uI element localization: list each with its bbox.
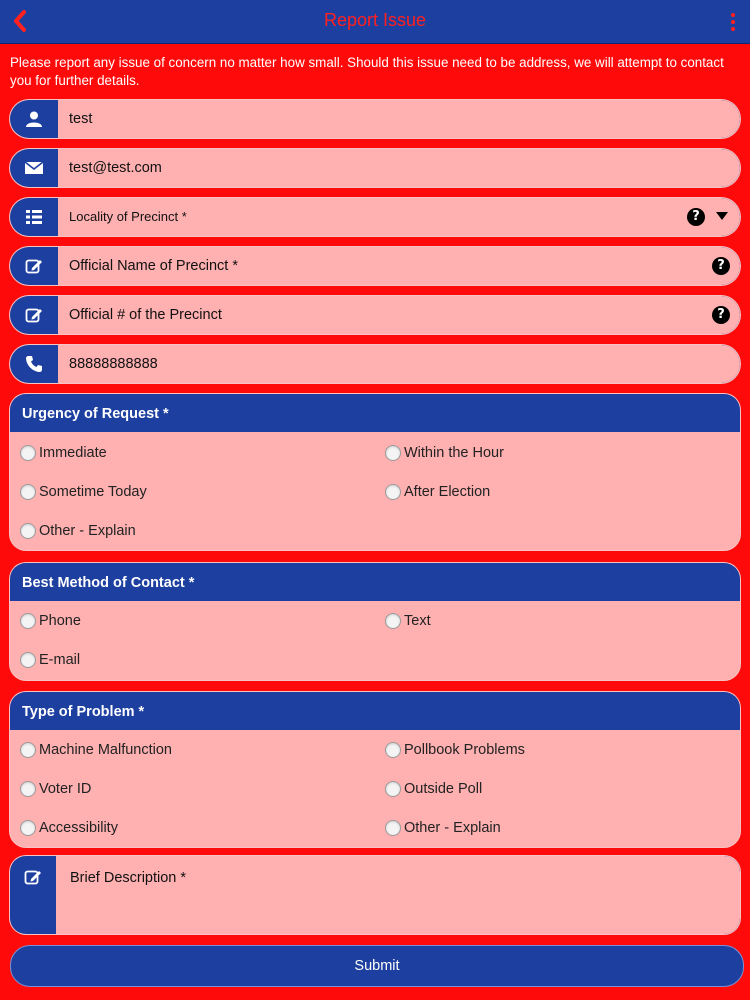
radio-button[interactable] (20, 820, 36, 836)
radio-button[interactable] (20, 445, 36, 461)
phone-field (10, 345, 740, 383)
email-input[interactable] (58, 149, 740, 187)
precinct-name-input[interactable] (58, 247, 740, 285)
urgency-option[interactable]: Within the Hour (385, 442, 504, 464)
problem-option[interactable]: Pollbook Problems (385, 739, 525, 761)
radio-button[interactable] (385, 820, 401, 836)
description-textarea[interactable] (56, 856, 740, 934)
help-icon[interactable]: ? (712, 257, 730, 275)
problem-panel (10, 692, 740, 847)
contact-panel (10, 563, 740, 680)
urgency-option[interactable]: Other - Explain (20, 520, 136, 542)
edit-icon (10, 296, 58, 334)
page-title: Report Issue (323, 10, 427, 30)
name-input[interactable] (58, 100, 740, 138)
phone-icon (10, 345, 58, 383)
urgency-panel (10, 394, 740, 550)
radio-button[interactable] (385, 445, 401, 461)
radio-button[interactable] (20, 781, 36, 797)
email-field (10, 149, 740, 187)
urgency-option[interactable]: Immediate (20, 442, 107, 464)
locality-field (10, 198, 740, 236)
help-icon[interactable]: ? (712, 306, 730, 324)
menu-button[interactable] (726, 8, 740, 36)
name-value: test (69, 111, 93, 127)
radio-button[interactable] (20, 523, 36, 539)
problem-option[interactable]: Outside Poll (385, 778, 482, 800)
radio-button[interactable] (385, 742, 401, 758)
user-icon (10, 100, 58, 138)
radio-button[interactable] (385, 613, 401, 629)
phone-input[interactable] (58, 345, 740, 383)
name-field (10, 100, 740, 138)
caret-down-icon[interactable] (716, 212, 728, 220)
list-icon (10, 198, 58, 236)
radio-button[interactable] (20, 484, 36, 500)
locality-placeholder: Locality of Precinct * (69, 209, 187, 224)
radio-button[interactable] (385, 484, 401, 500)
precinct-name-field (10, 247, 740, 285)
precinct-number-input[interactable] (58, 296, 740, 334)
contact-option[interactable]: Phone (20, 610, 81, 632)
problem-option[interactable]: Voter ID (20, 778, 91, 800)
problem-option[interactable]: Machine Malfunction (20, 739, 172, 761)
radio-button[interactable] (20, 652, 36, 668)
vertical-dots-icon (731, 13, 735, 17)
urgency-title: Urgency of Request * (10, 394, 740, 432)
precinct-number-field (10, 296, 740, 334)
urgency-option[interactable]: Sometime Today (20, 481, 147, 503)
envelope-icon (10, 149, 58, 187)
locality-select[interactable] (58, 198, 740, 236)
description-placeholder: Brief Description * (70, 870, 187, 886)
precinct-name-placeholder: Official Name of Precinct * (69, 258, 238, 274)
edit-icon (10, 866, 56, 888)
edit-icon (10, 247, 58, 285)
contact-option[interactable]: E-mail (20, 649, 80, 671)
urgency-option[interactable]: After Election (385, 481, 490, 503)
phone-value: 88888888888 (69, 356, 158, 372)
email-value: test@test.com (69, 160, 162, 176)
precinct-number-placeholder: Official # of the Precinct (69, 307, 222, 323)
problem-option[interactable]: Other - Explain (385, 817, 501, 839)
help-icon[interactable]: ? (687, 208, 705, 226)
problem-option[interactable]: Accessibility (20, 817, 118, 839)
radio-button[interactable] (385, 781, 401, 797)
radio-button[interactable] (20, 613, 36, 629)
contact-title: Best Method of Contact * (10, 563, 740, 601)
radio-button[interactable] (20, 742, 36, 758)
top-bar (0, 0, 750, 44)
contact-option[interactable]: Text (385, 610, 431, 632)
description-field (10, 856, 740, 934)
intro-text: Please report any issue of concern no matter how small. Should this issue need to be address, we will attempt to contact you for further details. (10, 55, 724, 88)
submit-button[interactable]: Submit (10, 945, 744, 987)
problem-title: Type of Problem * (10, 692, 740, 730)
